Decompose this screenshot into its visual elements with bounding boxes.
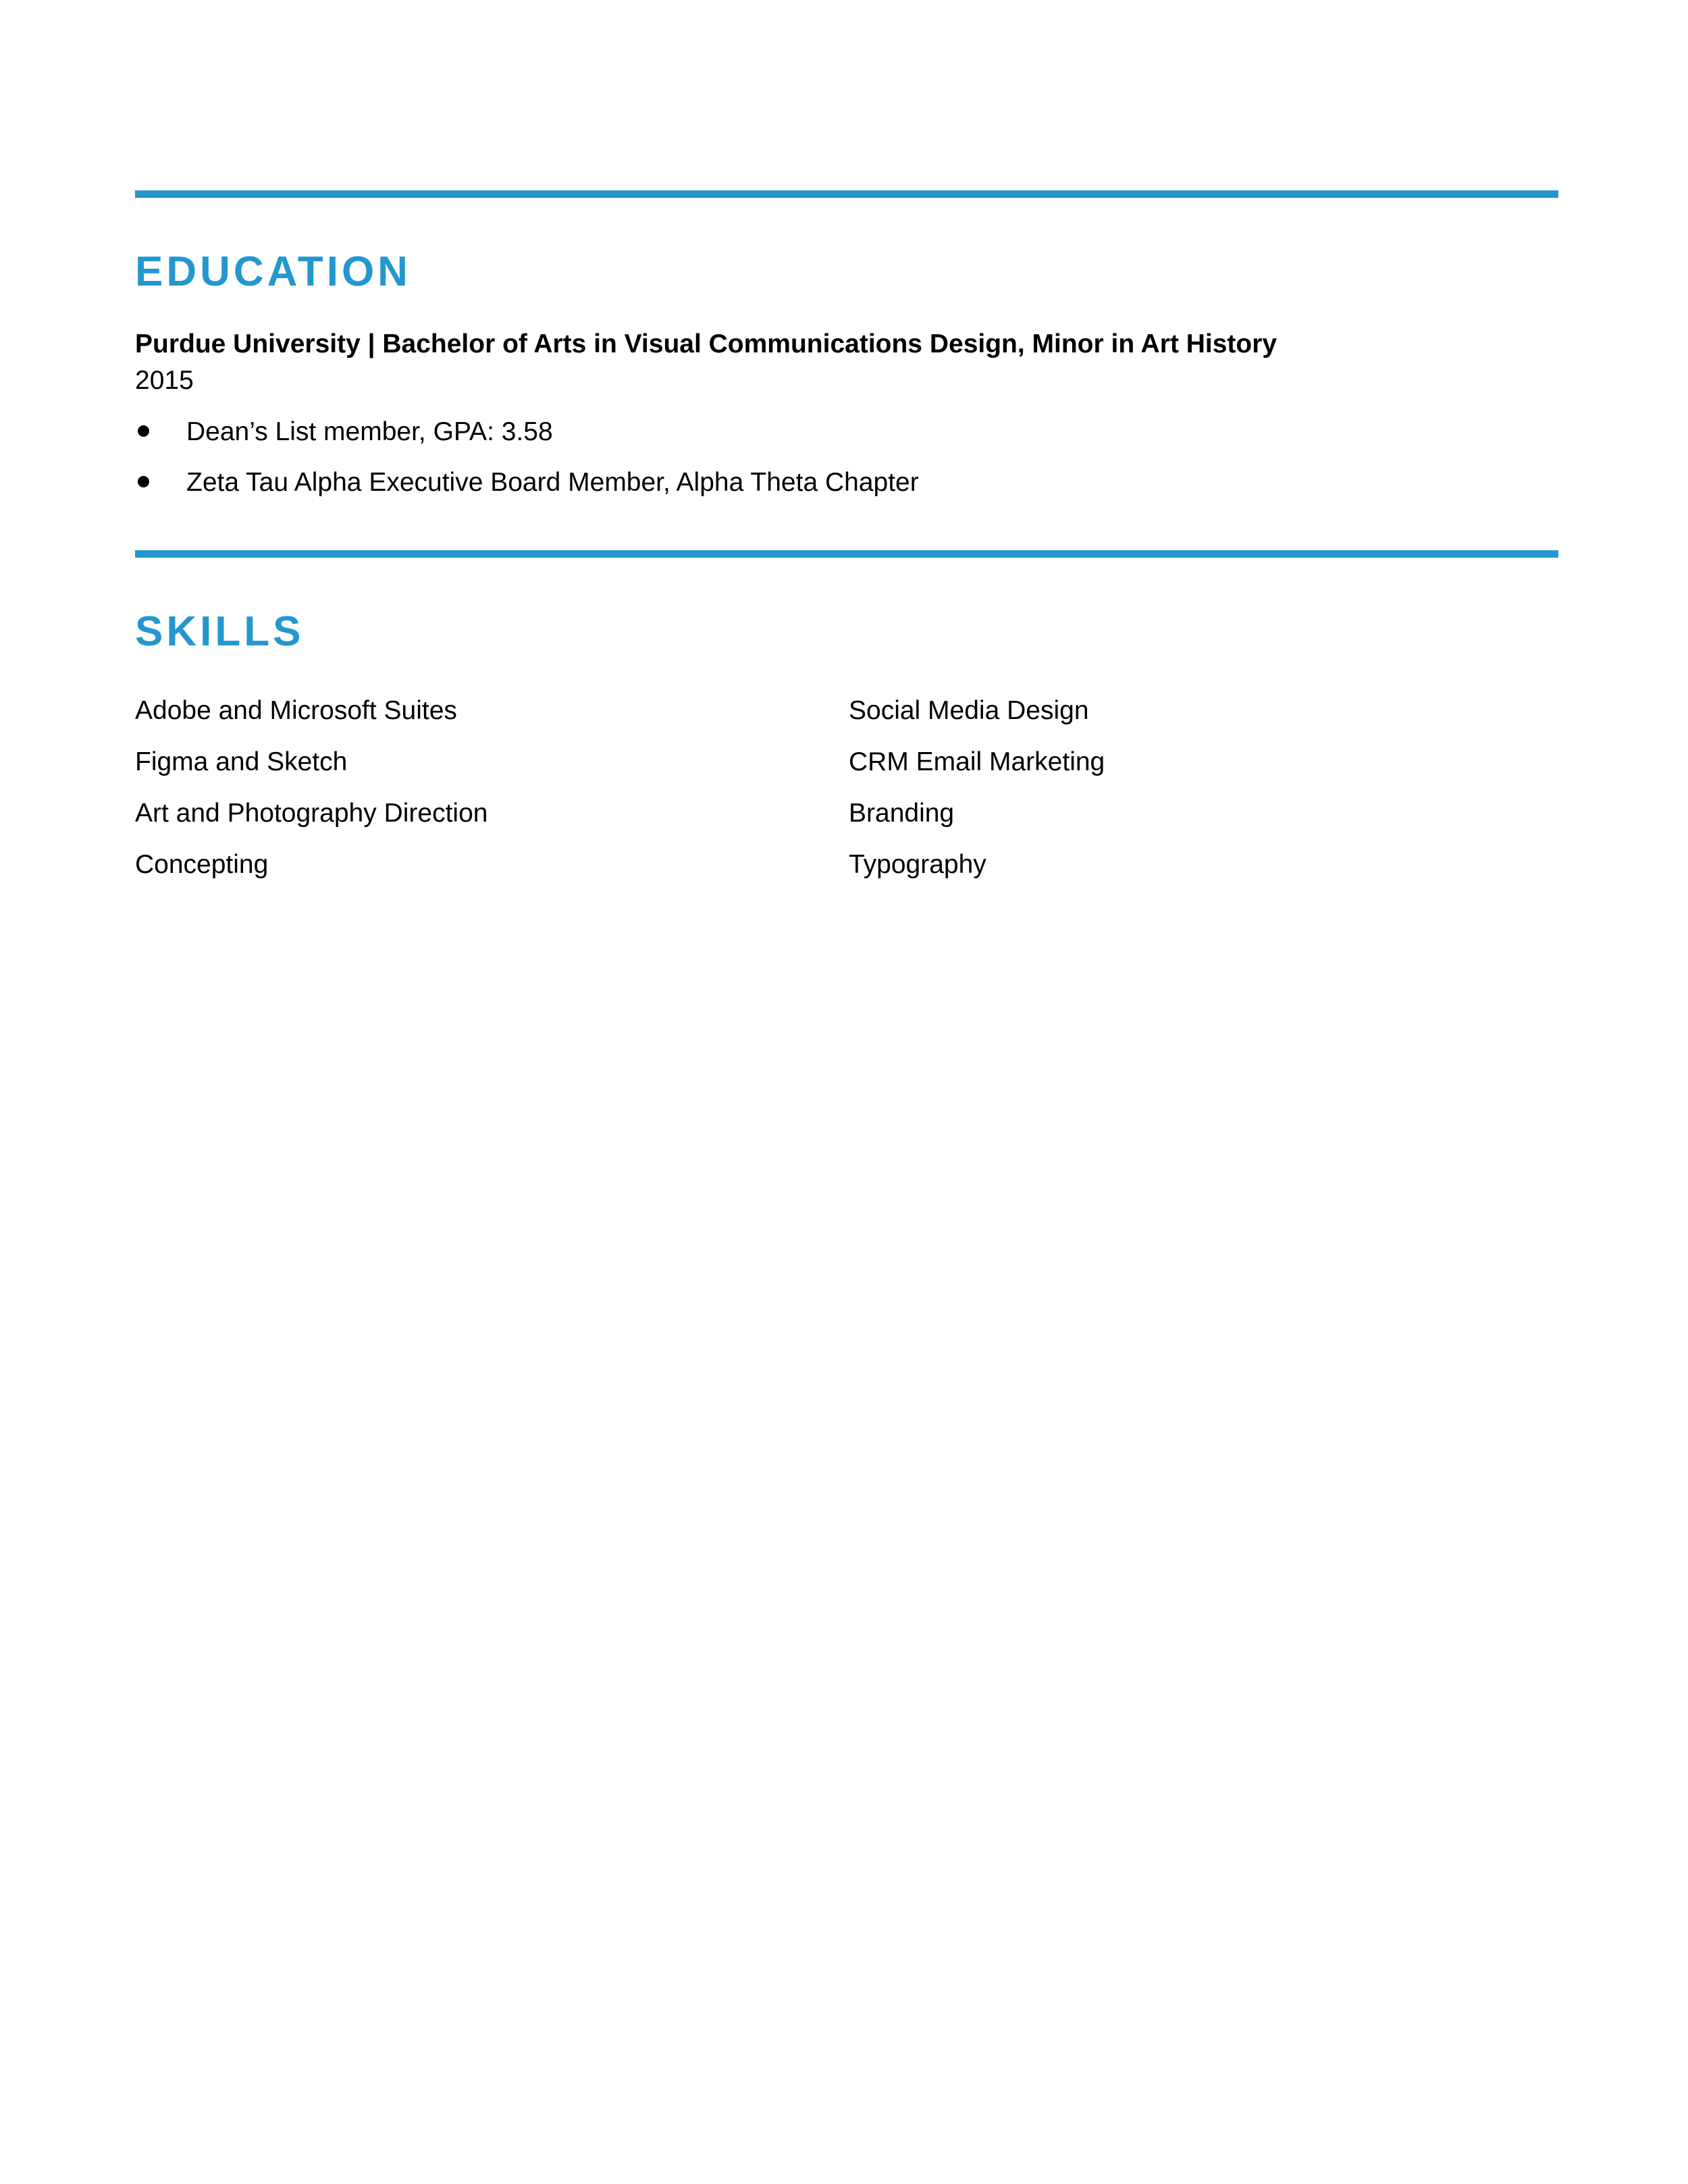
skill-item: Figma and Sketch (135, 747, 348, 776)
education-degree-title: Purdue University | Bachelor of Arts in Visual Communications Design, Minor in Art History (135, 329, 1277, 358)
skill-item: Social Media Design (849, 696, 1089, 725)
skill-item: CRM Email Marketing (849, 747, 1105, 776)
bullet-icon (138, 425, 149, 437)
bullet-icon (138, 476, 149, 487)
education-divider (135, 190, 1558, 198)
education-bullet-text: Dean’s List member, GPA: 3.58 (186, 417, 553, 446)
skills-heading: SKILLS (135, 608, 305, 655)
skill-item: Art and Photography Direction (135, 799, 488, 828)
education-heading: EDUCATION (135, 248, 411, 295)
skill-item: Typography (849, 850, 986, 879)
skill-item: Concepting (135, 850, 269, 879)
education-year: 2015 (135, 366, 194, 395)
skill-item: Branding (849, 799, 955, 828)
skills-divider (135, 550, 1558, 558)
education-bullet-text: Zeta Tau Alpha Executive Board Member, Alpha Theta Chapter (186, 468, 919, 497)
skill-item: Adobe and Microsoft Suites (135, 696, 457, 725)
